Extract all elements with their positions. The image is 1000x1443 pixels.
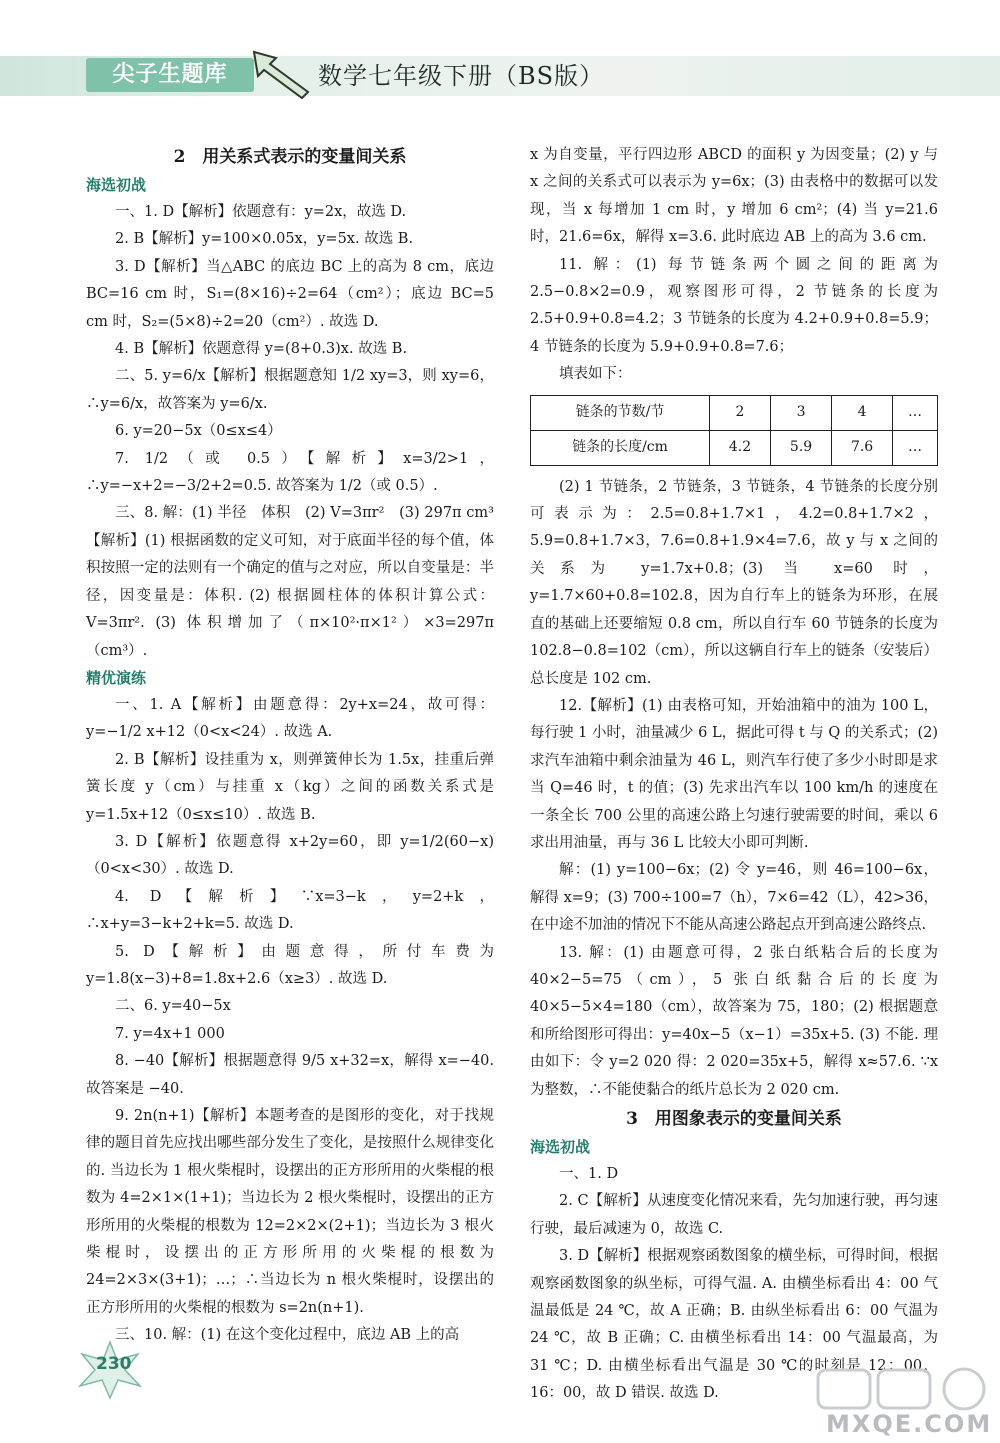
answer-paragraph: 一、1. D【解析】依题意有：y=2x，故选 D. xyxy=(115,204,407,220)
answer-paragraph: (2) 1 节链条，2 节链条，3 节链条，4 节链条的长度分别可表示为：2.5=0.8+1.7×1，4.2=0.8+1.7×2，5.9=0.8+1.7×3，7.6=0.8+1.9×4=7.6，故 y 与 x 之间的关系为 y=1.7x+0.8；(3) 当 x=60 时，y=1.7×60+0.8=102.8，因为自行车上的链条为环形，在展直的基础上还要缩短 0.8 cm，所以自行车 60 节链条的长度为 102.8−0.8=102（cm），所以这辆自行车上的链条（安装后）总长度是 102 cm. xyxy=(530,478,938,687)
tag-jingyou: 精优演练 xyxy=(86,668,147,687)
right-column xyxy=(530,142,938,1408)
table-cell: 3 xyxy=(771,395,832,430)
answer-paragraph: 8. −40【解析】根据题意得 9/5 x+32=x，解得 x=−40. 故答案是 −40. xyxy=(86,1053,494,1097)
tag-haixuan-2: 海选初战 xyxy=(530,1138,591,1156)
answer-paragraph: 7. 1/2（或 0.5）【解析】x=3/2>1，∴y=−x+2=−3/2+2=0.5. 故答案为 1/2（或 0.5）. xyxy=(86,450,494,495)
answer-paragraph: 三、8. 解：(1) 半径 体积 (2) V=3πr² (3) 297π cm³【解析】(1) 根据函数的定义可知，对于底面半径的每个值，体积按照一定的法则有一个确定的值与之对应，所以自变量是：半径，因变量是：体积. (2) 根据圆柱体的体积计算公式：V=3πr². (3) 体积增加了（π×10²·π×1²）×3=297π（cm³）. xyxy=(86,505,494,659)
watermark-url: MXQE.COM xyxy=(826,1410,993,1438)
answer-paragraph: 二、5. y=6/x【解析】根据题意知 1/2 xy=3，则 xy=6，∴y=6/x，故答案为 y=6/x. xyxy=(86,368,494,412)
answer-paragraph: 2. C【解析】从速度变化情况来看，先匀加速行驶，再匀速行驶，最后减速为 0，故选 C. xyxy=(530,1193,938,1237)
left-column xyxy=(86,142,494,1350)
answer-paragraph: 一、1. A【解析】由题意得：2y+x=24，故可得：y=−1/2 x+12（0<x<24）. 故选 A. xyxy=(86,696,494,741)
answer-paragraph: 3. D【解析】根据观察函数图象的横坐标，可得时间，根据观察函数图象的纵坐标，可得气温. A. 由横坐标看出 4：00 气温最低是 24 ℃，故 A 正确；B. 由纵坐标看出 6：00 气温为 24 ℃，故 B 正确；C. 由横坐标看出 14：00 气温最高，为 31 ℃；D. 由横坐标看出气温是 30 ℃的时刻是 12：00，16：00，故 D 错误. 故选 D. xyxy=(530,1248,938,1402)
tag-haixuan: 海选初战 xyxy=(86,176,147,194)
table-cell: 2 xyxy=(710,395,771,430)
answer-paragraph: 2. B【解析】y=100×0.05x，y=5x. 故选 B. xyxy=(115,231,414,248)
answer-paragraph: 3. D【解析】依题意得 x+2y=60，即 y=1/2(60−x)（0<x<30）. 故选 D. xyxy=(86,833,494,878)
answer-paragraph: x 为自变量，平行四边形 ABCD 的面积 y 为因变量；(2) y 与 x 之间的关系式可以表示为 y=6x；(3) 由表格中的数据可以发现，当 x 每增加 1 cm 时，y 增加 6 cm²；(4) 当 y=21.6 时，21.6=6x，解得 x=3.6. 此时底边 AB 上的高为 3.6 cm. xyxy=(530,147,938,246)
table-cell: 7.6 xyxy=(832,430,893,465)
answer-paragraph: 11. 解：(1) 每节链条两个圆之间的距离为 2.5−0.8×2=0.9，观察图形可得，2 节链条的长度为 2.5+0.9+0.8=4.2；3 节链条的长度为 4.2+0.9+0.8=5.9；4 节链条的长度为 5.9+0.9+0.8=7.6； xyxy=(530,256,938,355)
page-header xyxy=(0,0,1000,120)
answer-paragraph: 三、10. 解：(1) 在这个变化过程中，底边 AB 上的高 xyxy=(115,1327,460,1344)
answer-paragraph: 填表如下： xyxy=(559,366,632,383)
table-cell: 5.9 xyxy=(771,430,832,465)
section-title-3: 3 用图象表示的变量间关系 xyxy=(626,1109,842,1129)
page-number: 230 xyxy=(96,1354,132,1374)
chain-table xyxy=(530,395,938,466)
pointer-arrow-icon xyxy=(250,48,314,100)
brand-label: 尖子生题库 xyxy=(86,58,254,92)
table-cell: 链条的节数/节 xyxy=(531,395,710,430)
table-row xyxy=(531,395,938,430)
section-title-2: 2 用关系式表示的变量间关系 xyxy=(173,147,407,167)
table-cell: 4.2 xyxy=(710,430,771,465)
table-cell: … xyxy=(893,395,938,430)
table-cell: 链条的长度/cm xyxy=(531,430,710,465)
table-row xyxy=(531,430,938,465)
answer-paragraph: 7. y=4x+1 000 xyxy=(115,1025,225,1042)
answer-paragraph: 一、1. D xyxy=(559,1166,619,1182)
answer-paragraph: 2. B【解析】设挂重为 x，则弹簧伸长为 1.5x，挂重后弹簧长度 y（cm）与挂重 x（kg）之间的函数关系式是 y=1.5x+12（0≤x≤10）. 故选 B. xyxy=(86,751,494,823)
watermark-logo xyxy=(816,1366,996,1412)
book-title: 数学七年级下册（BS版） xyxy=(318,62,605,90)
answer-paragraph: 4. B【解析】依题意得 y=(8+0.3)x. 故选 B. xyxy=(115,341,408,358)
answer-paragraph: 9. 2n(n+1)【解析】本题考查的是图形的变化，对于找规律的题目首先应找出哪些部分发生了变化，是按照什么规律变化的. 当边长为 1 根火柴棍时，设摆出的正方形所用的火柴棍的根数为 4=2×1×(1+1)；当边长为 2 根火柴棍时，设摆出的正方形所用的火柴棍的根数为 12=2×2×(2+1)；当边长为 3 根火柴棍时，设摆出的正方形所用的火柴棍的根数为 24=2×3×(3+1)；…；∴当边长为 n 根火柴棍时，设摆出的正方形所用的火柴棍的根数为 s=2n(n+1). xyxy=(86,1108,494,1316)
answer-paragraph: 12.【解析】(1) 由表格可知，开始油箱中的油为 100 L，每行驶 1 小时，油量减少 6 L，据此可得 t 与 Q 的关系式；(2) 求汽车油箱中剩余油量为 46 L，则汽车行使了多少小时即是求当 Q=46 时，t 的值；(3) 先求出汽车以 100 km/h 的速度在一条全长 700 公里的高速公路上匀速行驶需要的时间，乘以 6 求出用油量，再与 36 L 比较大小即可判断. xyxy=(530,697,938,851)
answer-paragraph: 4. D【解析】∵x=3−k，y=2+k，∴x+y=3−k+2+k=5. 故选 D. xyxy=(86,888,494,933)
answer-paragraph: 3. D【解析】当△ABC 的底边 BC 上的高为 8 cm，底边 BC=16 cm 时，S₁=(8×16)÷2=64（cm²）；底边 BC=5 cm 时，S₂=(5×8)÷2=20（cm²）. 故选 D. xyxy=(86,258,494,330)
table-cell: … xyxy=(893,430,938,465)
table-cell: 4 xyxy=(832,395,893,430)
answer-paragraph: 解：(1) y=100−6x；(2) 令 y=46，则 46=100−6x，解得 x=9；(3) 700÷100=7（h），7×6=42（L），42>36，在中途不加油的情况下不能从高速公路起点开到高速公路终点. xyxy=(530,862,938,934)
answer-paragraph: 二、6. y=40−5x xyxy=(115,998,231,1015)
answer-paragraph: 5. D【解析】由题意得，所付车费为 y=1.8(x−3)+8=1.8x+2.6（x≥3）. 故选 D. xyxy=(86,943,494,987)
answer-paragraph: 6. y=20−5x（0≤x≤4） xyxy=(115,423,282,440)
answer-paragraph: 13. 解：(1) 由题意可得，2 张白纸粘合后的长度为 40×2−5=75（cm），5 张白纸黏合后的长度为 40×5−5×4=180（cm），故答案为 75，180；(2) 根据题意和所给图形可得出：y=40x−5（x−1）=35x+5. (3) 不能. 理由如下：令 y=2 020 得：2 020=35x+5，解得 x≈57.6. ∵x 为整数，∴不能使黏合的纸片总长为 2 020 cm. xyxy=(530,944,938,1098)
